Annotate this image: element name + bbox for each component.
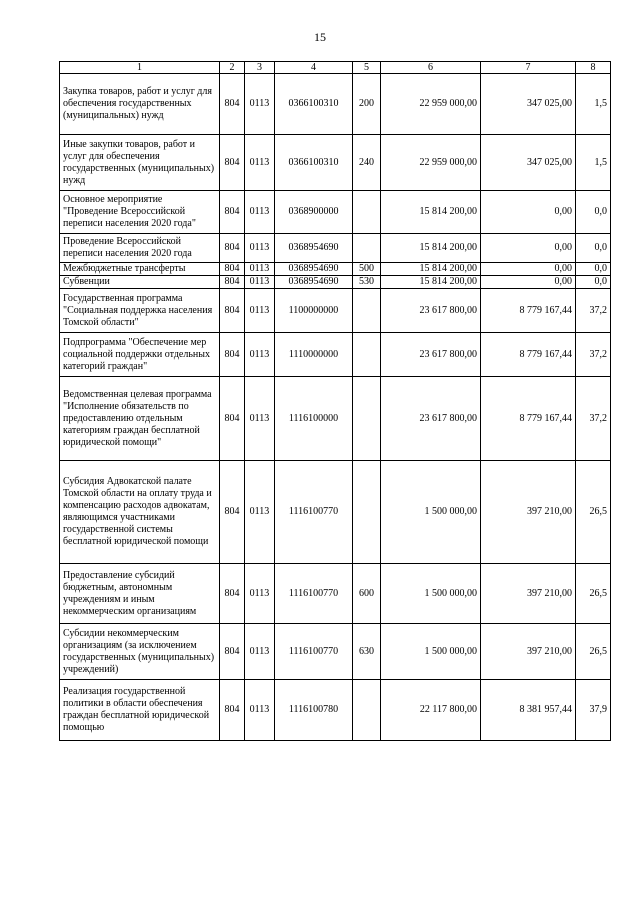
cell-rz: 0113 (245, 135, 275, 191)
cell-fact: 0,00 (481, 263, 576, 276)
header-cell: 1 (60, 62, 220, 74)
cell-gr: 804 (220, 74, 245, 135)
row-name: Ведомственная целевая программа "Исполнение обязательств по предоставлению отдельным категориям граждан бесплатной юридической помощи" (60, 377, 220, 461)
cell-cs: 0366100310 (275, 74, 353, 135)
cell-gr: 804 (220, 276, 245, 289)
table-row (60, 377, 611, 461)
cell-fact: 397 210,00 (481, 624, 576, 680)
cell-fact: 397 210,00 (481, 461, 576, 564)
row-name: Закупка товаров, работ и услуг для обеспечения государственных (муниципальных) нужд (60, 74, 220, 135)
cell-pct: 0,0 (576, 276, 611, 289)
cell-fact: 8 779 167,44 (481, 289, 576, 333)
cell-pct: 0,0 (576, 263, 611, 276)
cell-pct: 0,0 (576, 234, 611, 263)
row-name: Подпрограмма "Обеспечение мер социальной поддержки отдельных категорий граждан" (60, 333, 220, 377)
cell-cs: 1116100770 (275, 624, 353, 680)
cell-fact: 8 779 167,44 (481, 377, 576, 461)
cell-plan: 15 814 200,00 (381, 276, 481, 289)
cell-fact: 0,00 (481, 276, 576, 289)
cell-cs: 0368954690 (275, 276, 353, 289)
cell-pct: 26,5 (576, 624, 611, 680)
cell-pct: 37,2 (576, 377, 611, 461)
row-name: Предоставление субсидий бюджетным, автономным учреждениям и иным некоммерческим организациям (60, 564, 220, 624)
cell-gr: 804 (220, 461, 245, 564)
cell-rz: 0113 (245, 333, 275, 377)
cell-vr: 500 (353, 263, 381, 276)
cell-rz: 0113 (245, 234, 275, 263)
cell-vr (353, 377, 381, 461)
row-name: Субсидия Адвокатской палате Томской области на оплату труда и компенсацию расходов адвокатам, являющимся участниками государственной системы бесплатной юридической помощи (60, 461, 220, 564)
cell-cs: 0368954690 (275, 234, 353, 263)
cell-rz: 0113 (245, 377, 275, 461)
cell-gr: 804 (220, 234, 245, 263)
cell-gr: 804 (220, 377, 245, 461)
table-row (60, 263, 611, 276)
cell-gr: 804 (220, 263, 245, 276)
cell-gr: 804 (220, 680, 245, 741)
table-row (60, 680, 611, 741)
cell-rz: 0113 (245, 624, 275, 680)
cell-rz: 0113 (245, 191, 275, 234)
cell-cs: 1100000000 (275, 289, 353, 333)
header-cell: 6 (381, 62, 481, 74)
cell-cs: 0368954690 (275, 263, 353, 276)
cell-cs: 0368900000 (275, 191, 353, 234)
cell-pct: 37,9 (576, 680, 611, 741)
table-row (60, 191, 611, 234)
cell-vr (353, 289, 381, 333)
cell-plan: 22 959 000,00 (381, 135, 481, 191)
table-row (60, 289, 611, 333)
cell-cs: 0366100310 (275, 135, 353, 191)
cell-plan: 23 617 800,00 (381, 289, 481, 333)
cell-vr (353, 333, 381, 377)
cell-vr (353, 680, 381, 741)
header-row (60, 62, 611, 74)
cell-plan: 23 617 800,00 (381, 377, 481, 461)
cell-plan: 23 617 800,00 (381, 333, 481, 377)
cell-gr: 804 (220, 564, 245, 624)
cell-gr: 804 (220, 624, 245, 680)
cell-fact: 0,00 (481, 191, 576, 234)
cell-gr: 804 (220, 289, 245, 333)
cell-plan: 15 814 200,00 (381, 191, 481, 234)
header-cell: 5 (353, 62, 381, 74)
header-cell: 3 (245, 62, 275, 74)
cell-vr: 630 (353, 624, 381, 680)
cell-pct: 26,5 (576, 564, 611, 624)
cell-gr: 804 (220, 191, 245, 234)
cell-cs: 1116100780 (275, 680, 353, 741)
cell-vr: 530 (353, 276, 381, 289)
cell-rz: 0113 (245, 461, 275, 564)
table-row (60, 135, 611, 191)
cell-rz: 0113 (245, 276, 275, 289)
cell-plan: 22 117 800,00 (381, 680, 481, 741)
page-number: 15 (314, 30, 326, 44)
header-cell: 2 (220, 62, 245, 74)
cell-pct: 1,5 (576, 135, 611, 191)
header-cell: 4 (275, 62, 353, 74)
row-name: Иные закупки товаров, работ и услуг для обеспечения государственных (муниципальных) нужд (60, 135, 220, 191)
table-row (60, 234, 611, 263)
cell-fact: 397 210,00 (481, 564, 576, 624)
cell-fact: 347 025,00 (481, 135, 576, 191)
cell-vr (353, 234, 381, 263)
cell-vr: 600 (353, 564, 381, 624)
cell-vr (353, 461, 381, 564)
row-name: Реализация государственной политики в области обеспечения граждан бесплатной юридической помощью (60, 680, 220, 741)
cell-pct: 26,5 (576, 461, 611, 564)
cell-rz: 0113 (245, 263, 275, 276)
header-cell: 7 (481, 62, 576, 74)
cell-fact: 8 779 167,44 (481, 333, 576, 377)
cell-plan: 1 500 000,00 (381, 564, 481, 624)
row-name: Проведение Всероссийской переписи населения 2020 года (60, 234, 220, 263)
cell-pct: 37,2 (576, 289, 611, 333)
table-row (60, 461, 611, 564)
cell-fact: 0,00 (481, 234, 576, 263)
row-name: Субвенции (60, 276, 220, 289)
cell-cs: 1116100770 (275, 461, 353, 564)
cell-pct: 0,0 (576, 191, 611, 234)
cell-rz: 0113 (245, 289, 275, 333)
cell-vr (353, 191, 381, 234)
row-name: Основное мероприятие "Проведение Всероссийской переписи населения 2020 года" (60, 191, 220, 234)
table-row (60, 624, 611, 680)
cell-cs: 1116100000 (275, 377, 353, 461)
table-row (60, 74, 611, 135)
row-name: Государственная программа "Социальная поддержка населения Томской области" (60, 289, 220, 333)
cell-rz: 0113 (245, 680, 275, 741)
cell-plan: 1 500 000,00 (381, 624, 481, 680)
cell-fact: 347 025,00 (481, 74, 576, 135)
cell-rz: 0113 (245, 74, 275, 135)
header-cell: 8 (576, 62, 611, 74)
cell-rz: 0113 (245, 564, 275, 624)
cell-plan: 1 500 000,00 (381, 461, 481, 564)
cell-pct: 1,5 (576, 74, 611, 135)
cell-gr: 804 (220, 135, 245, 191)
table-row (60, 333, 611, 377)
cell-fact: 8 381 957,44 (481, 680, 576, 741)
cell-plan: 15 814 200,00 (381, 263, 481, 276)
budget-table (59, 61, 611, 741)
cell-plan: 15 814 200,00 (381, 234, 481, 263)
table-row (60, 564, 611, 624)
row-name: Межбюджетные трансферты (60, 263, 220, 276)
cell-plan: 22 959 000,00 (381, 74, 481, 135)
cell-cs: 1110000000 (275, 333, 353, 377)
cell-pct: 37,2 (576, 333, 611, 377)
table-row (60, 276, 611, 289)
cell-vr: 200 (353, 74, 381, 135)
cell-gr: 804 (220, 333, 245, 377)
cell-vr: 240 (353, 135, 381, 191)
cell-cs: 1116100770 (275, 564, 353, 624)
row-name: Субсидии некоммерческим организациям (за исключением государственных (муниципальных) учреждений) (60, 624, 220, 680)
